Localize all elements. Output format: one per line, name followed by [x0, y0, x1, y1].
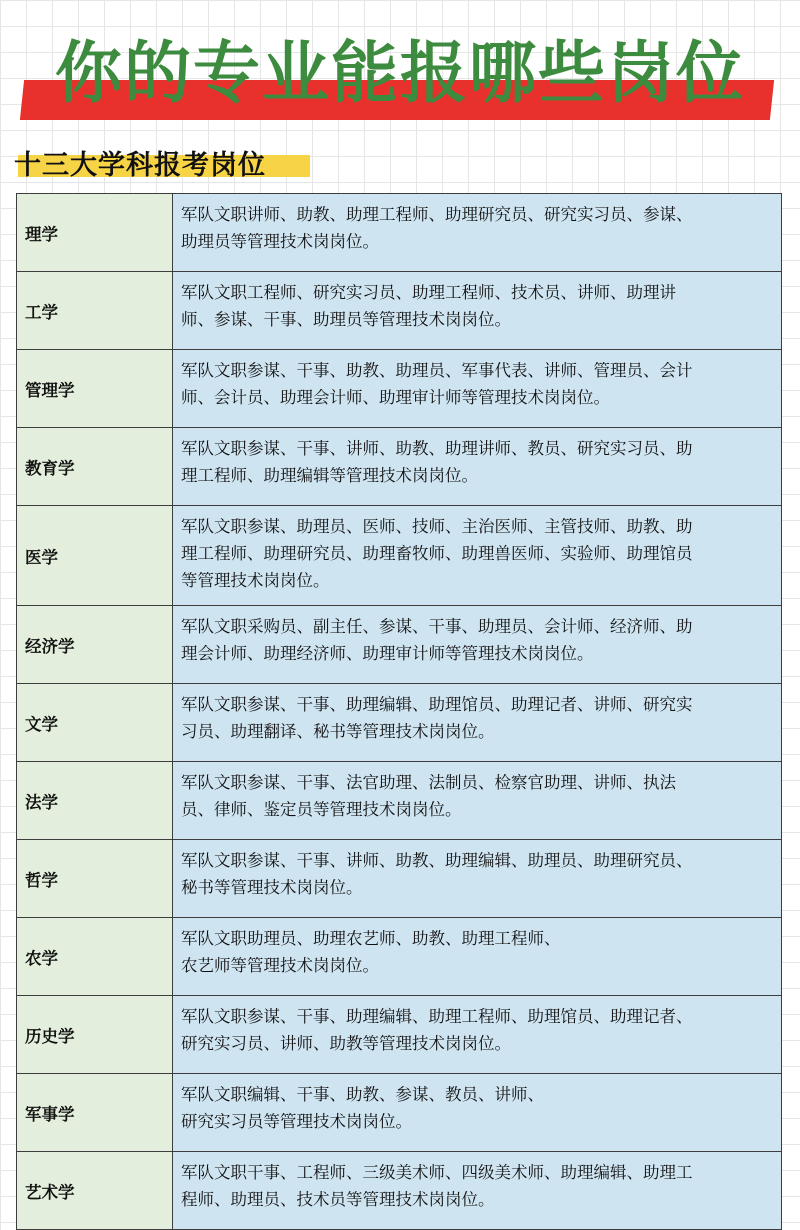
subject-cell: 经济学	[17, 606, 173, 684]
positions-line: 军队文职工程师、研究实习员、助理工程师、技术员、讲师、助理讲	[181, 283, 676, 302]
subject-cell: 教育学	[17, 428, 173, 506]
positions-line: 军队文职参谋、干事、助理编辑、助理工程师、助理馆员、助理记者、	[181, 1007, 693, 1026]
positions-line: 理会计师、助理经济师、助理审计师等管理技术岗岗位。	[181, 644, 594, 663]
positions-cell	[173, 272, 782, 350]
positions-line: 军队文职参谋、干事、助教、助理员、军事代表、讲师、管理员、会计	[181, 361, 693, 380]
positions-cell	[173, 762, 782, 840]
subject-cell: 管理学	[17, 350, 173, 428]
subject-cell: 哲学	[17, 840, 173, 918]
positions-line: 军队文职参谋、干事、助理编辑、助理馆员、助理记者、讲师、研究实	[181, 695, 693, 714]
subject-cell: 理学	[17, 194, 173, 272]
positions-line: 理工程师、助理编辑等管理技术岗岗位。	[181, 466, 478, 485]
subject-cell: 历史学	[17, 996, 173, 1074]
table-row	[17, 840, 782, 918]
positions-cell	[173, 606, 782, 684]
positions-cell	[173, 840, 782, 918]
table-body	[17, 194, 782, 1230]
subject-cell: 工学	[17, 272, 173, 350]
positions-line: 军队文职参谋、干事、讲师、助教、助理讲师、教员、研究实习员、助	[181, 439, 693, 458]
subject-cell: 农学	[17, 918, 173, 996]
table-row	[17, 762, 782, 840]
positions-line: 研究实习员等管理技术岗岗位。	[181, 1112, 412, 1131]
positions-line: 军队文职参谋、干事、法官助理、法制员、检察官助理、讲师、执法	[181, 773, 676, 792]
positions-line: 军队文职助理员、助理农艺师、助教、助理工程师、	[181, 929, 561, 948]
majors-positions-table	[16, 193, 782, 1230]
positions-line: 军队文职参谋、助理员、医师、技师、主治医师、主管技师、助教、助	[181, 517, 693, 536]
positions-line: 员、律师、鉴定员等管理技术岗岗位。	[181, 800, 462, 819]
title-banner	[0, 18, 800, 128]
positions-line: 军队文职讲师、助教、助理工程师、助理研究员、研究实习员、参谋、	[181, 205, 693, 224]
positions-cell	[173, 506, 782, 606]
subtitle-block	[14, 143, 266, 182]
page-title: 你的专业能报哪些岗位	[55, 34, 745, 112]
positions-line: 研究实习员、讲师、助教等管理技术岗岗位。	[181, 1034, 511, 1053]
positions-line: 秘书等管理技术岗岗位。	[181, 878, 363, 897]
positions-line: 军队文职干事、工程师、三级美术师、四级美术师、助理编辑、助理工	[181, 1163, 693, 1182]
positions-cell	[173, 1152, 782, 1230]
positions-cell	[173, 350, 782, 428]
positions-line: 等管理技术岗岗位。	[181, 571, 330, 590]
table-row	[17, 918, 782, 996]
positions-line: 师、会计员、助理会计师、助理审计师等管理技术岗岗位。	[181, 388, 610, 407]
table-row	[17, 684, 782, 762]
table-row	[17, 350, 782, 428]
positions-cell	[173, 918, 782, 996]
positions-cell	[173, 194, 782, 272]
positions-line: 军队文职采购员、副主任、参谋、干事、助理员、会计师、经济师、助	[181, 617, 693, 636]
subject-cell: 艺术学	[17, 1152, 173, 1230]
table-row	[17, 272, 782, 350]
positions-line: 农艺师等管理技术岗岗位。	[181, 956, 379, 975]
positions-line: 程师、助理员、技术员等管理技术岗岗位。	[181, 1190, 495, 1209]
positions-cell	[173, 428, 782, 506]
positions-cell	[173, 996, 782, 1074]
section-subtitle: 十三大学科报考岗位	[14, 150, 266, 181]
table-row	[17, 506, 782, 606]
table-row	[17, 1152, 782, 1230]
table-row	[17, 1074, 782, 1152]
table-row	[17, 606, 782, 684]
positions-line: 习员、助理翻译、秘书等管理技术岗岗位。	[181, 722, 495, 741]
positions-line: 军队文职参谋、干事、讲师、助教、助理编辑、助理员、助理研究员、	[181, 851, 693, 870]
subject-cell: 医学	[17, 506, 173, 606]
table-row	[17, 194, 782, 272]
positions-line: 理工程师、助理研究员、助理畜牧师、助理兽医师、实验师、助理馆员	[181, 544, 693, 563]
subject-cell: 军事学	[17, 1074, 173, 1152]
subject-cell: 法学	[17, 762, 173, 840]
subject-cell: 文学	[17, 684, 173, 762]
positions-line: 助理员等管理技术岗岗位。	[181, 232, 379, 251]
positions-cell	[173, 1074, 782, 1152]
table-row	[17, 428, 782, 506]
table-row	[17, 996, 782, 1074]
positions-line: 师、参谋、干事、助理员等管理技术岗岗位。	[181, 310, 511, 329]
positions-line: 军队文职编辑、干事、助教、参谋、教员、讲师、	[181, 1085, 544, 1104]
positions-cell	[173, 684, 782, 762]
